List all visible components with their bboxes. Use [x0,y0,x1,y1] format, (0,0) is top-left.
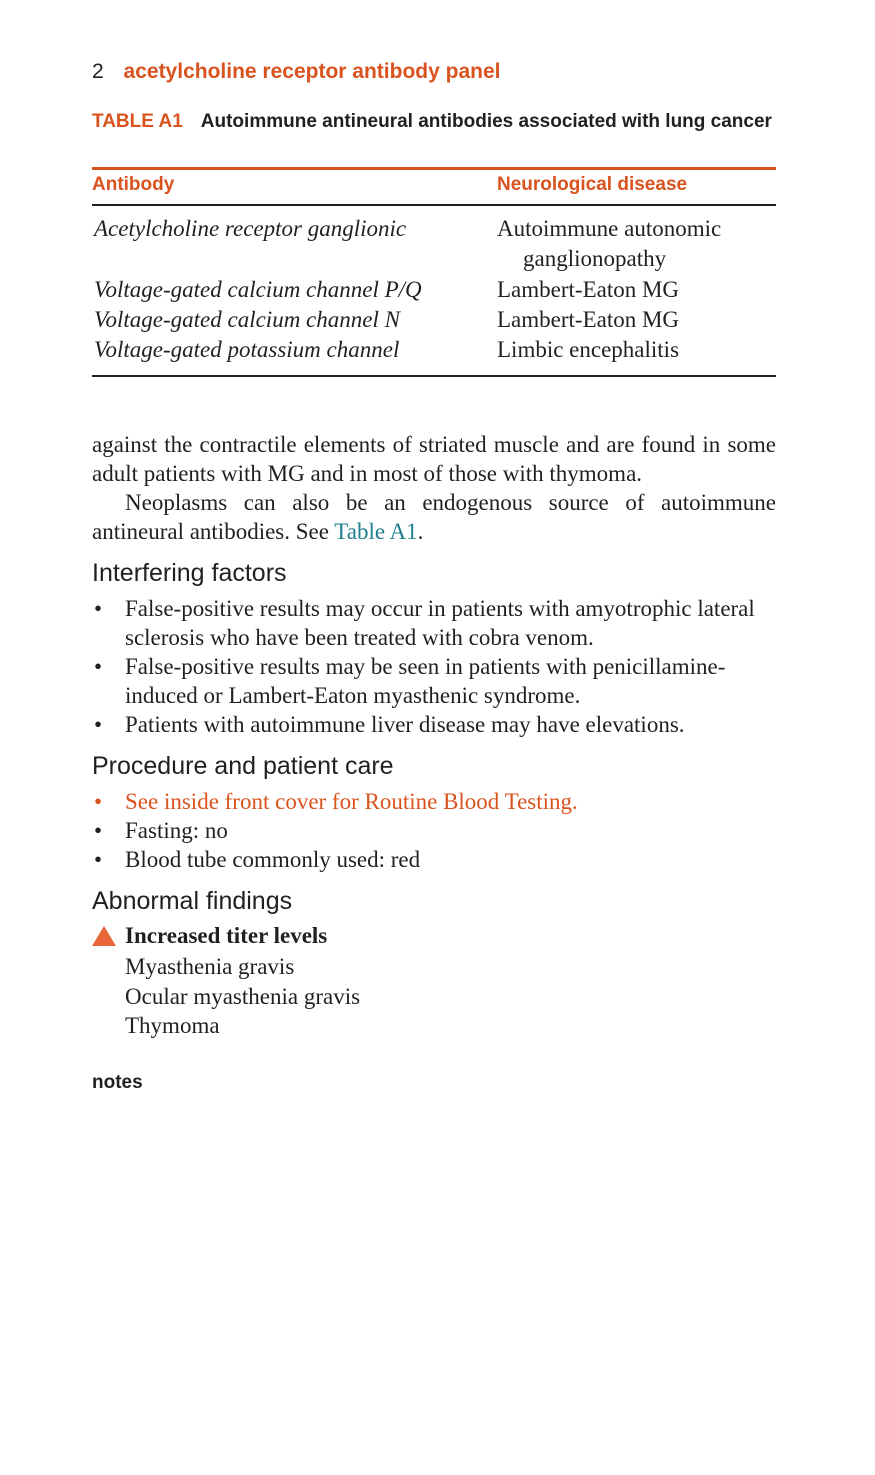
table-cell-disease: Lambert-Eaton MG [497,307,680,332]
list-item [92,652,776,710]
table-label: TABLE A1 [92,111,183,132]
table-header-antibody: Antibody [92,174,175,195]
body-paragraph-end: . [417,519,424,544]
body-paragraph: against the contractile elements of striated muscle and are found in some adult patients with MG and in most of those with thymoma. [92,432,776,486]
abnormal-findings-heading: Abnormal findings [92,887,293,915]
bullet-icon: • [94,654,103,679]
table-cell-antibody: Voltage-gated calcium channel N [94,307,400,332]
table-caption [92,108,776,136]
finding-item: Thymoma [125,1013,220,1038]
list-item-text: Fasting: no [125,818,228,843]
procedure-list [92,787,776,874]
table-cell-disease: Limbic encephalitis [497,337,680,362]
table-header-rule [92,204,776,206]
bullet-icon: • [94,847,103,872]
table-cell-disease: Lambert-Eaton MG [497,277,680,302]
interfering-factors-heading: Interfering factors [92,559,287,587]
routine-blood-testing-link[interactable] [92,787,776,816]
table-bottom-rule [92,375,776,377]
increase-triangle-icon [92,926,116,946]
list-item-text: Blood tube commonly used: red [125,847,421,872]
list-item-text: Patients with autoimmune liver disease may have elevations. [125,712,685,737]
table-cell-disease-line: ganglionopathy [523,246,667,271]
list-item [92,816,776,845]
table-cell-disease-line: Autoimmune autonomic [497,216,722,241]
list-item-text: False-positive results may occur in patients with amyotrophic lateral sclerosis who have been treated with cobra venom. [125,596,755,650]
list-item [92,710,776,739]
table-cell-antibody: Voltage-gated calcium channel P/Q [94,277,422,302]
bullet-icon: • [94,818,103,843]
body-paragraph-text: Neoplasms can also be an endogenous source of autoimmune antineural antibodies. See [92,490,776,544]
list-item [92,594,776,652]
page-number: 2 [92,60,104,83]
finding-item: Myasthenia gravis [125,954,295,979]
table-cell-disease [497,214,777,274]
table-caption-text: Autoimmune antineural antibodies associated with lung cancer [200,111,772,132]
body-paragraph [92,488,776,546]
list-item-text: False-positive results may be seen in patients with penicillamine-induced or Lambert-Eaton myasthenic syndrome. [125,654,726,708]
table-cell-antibody: Acetylcholine receptor ganglionic [94,216,407,241]
list-item [92,845,776,874]
running-head [92,60,500,84]
procedure-heading: Procedure and patient care [92,752,394,780]
table-a1-link[interactable]: Table A1 [334,519,418,544]
list-item-text: See inside front cover for Routine Blood Testing. [125,789,578,814]
notes-label: notes [92,1072,143,1093]
table-top-rule [92,167,776,170]
interfering-factors-list [92,594,776,739]
bullet-icon: • [94,596,103,621]
running-head-title: acetylcholine receptor antibody panel [123,60,501,83]
table-cell-antibody: Voltage-gated potassium channel [94,337,400,362]
bullet-icon: • [94,789,103,814]
increased-titer-heading: Increased titer levels [125,923,328,948]
bullet-icon: • [94,712,103,737]
table-header-disease: Neurological disease [497,174,688,195]
finding-item: Ocular myasthenia gravis [125,984,361,1009]
